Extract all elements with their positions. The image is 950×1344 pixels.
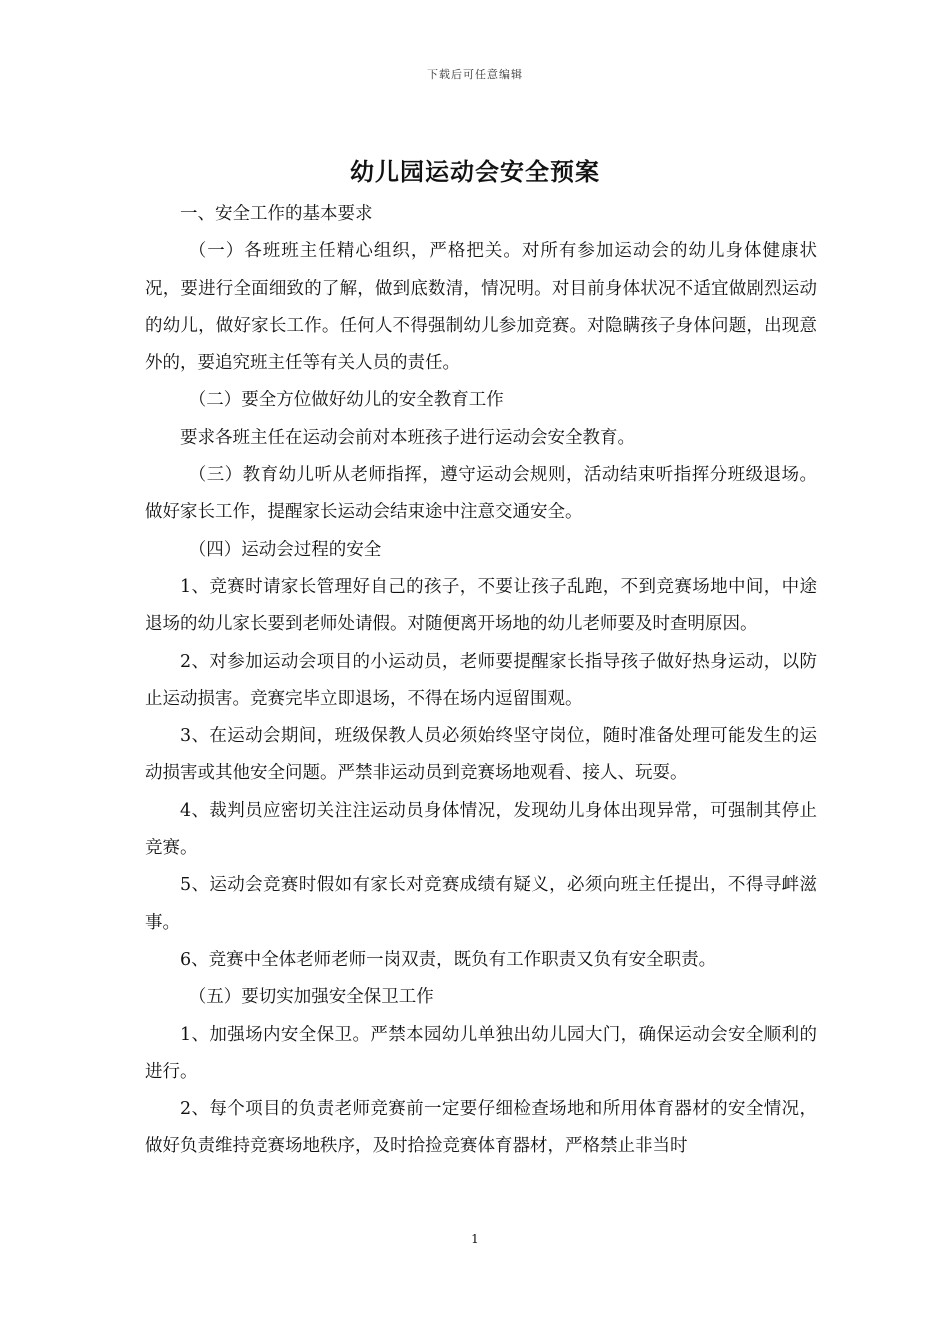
paragraph: 4、裁判员应密切关注注运动员身体情况，发现幼儿身体出现异常，可强制其停止竞赛。 — [145, 800, 817, 859]
subsection-heading: （二）要全方位做好幼儿的安全教育工作 — [188, 390, 504, 411]
paragraph: 1、竞赛时请家长管理好自己的孩子，不要让孩子乱跑，不到竞赛场地中间，中途退场的幼儿家长要到老师处请假。对随便离开场地的幼儿老师要及时查明原因。 — [145, 576, 817, 635]
document-body — [145, 196, 817, 1166]
document-title: 幼儿园运动会安全预案 — [350, 157, 600, 186]
paragraph: 3、在运动会期间，班级保教人员必须始终坚守岗位，随时准备处理可能发生的运动损害或其他安全问题。严禁非运动员到竞赛场地观看、接人、玩耍。 — [145, 726, 817, 784]
paragraph: （一）各班班主任精心组织，严格把关。对所有参加运动会的幼儿身体健康状况，要进行全面细致的了解，做到底数清，情况明。对目前身体状况不适宜做剧烈运动的幼儿，做好家长工作。任何人不得强制幼儿参加竞赛。对隐瞒孩子身体问题，出现意外的，要追究班主任等有关人员的责任。 — [145, 241, 817, 374]
paragraph: 6、竞赛中全体老师老师一岗双责，既负有工作职责又负有安全职责。 — [180, 949, 717, 970]
paragraph: 5、运动会竞赛时假如有家长对竞赛成绩有疑义，必须向班主任提出，不得寻衅滋事。 — [145, 875, 817, 933]
paragraph: 1、加强场内安全保卫。严禁本园幼儿单独出幼儿园大门，确保运动会安全顺利的进行。 — [145, 1024, 817, 1082]
subsection-heading: （四）运动会过程的安全 — [188, 539, 382, 560]
subsection-heading: （五）要切实加强安全保卫工作 — [188, 987, 434, 1008]
paragraph: 2、每个项目的负责老师竞赛前一定要仔细检查场地和所用体育器材的安全情况，做好负责维持竞赛场地秩序，及时拾捡竞赛体育器材，严格禁止非当时 — [145, 1099, 817, 1157]
page-number: 1 — [471, 1232, 479, 1246]
section-heading: 一、安全工作的基本要求 — [180, 204, 373, 224]
header-note: 下载后可任意编辑 — [427, 68, 523, 81]
paragraph: （三）教育幼儿听从老师指挥，遵守运动会规则，活动结束听指挥分班级退场。做好家长工作，提醒家长运动会结束途中注意交通安全。 — [145, 465, 817, 523]
paragraph: 2、对参加运动会项目的小运动员，老师要提醒家长指导孩子做好热身运动，以防止运动损害。竞赛完毕立即退场，不得在场内逗留围观。 — [145, 651, 817, 709]
paragraph: 要求各班主任在运动会前对本班孩子进行运动会安全教育。 — [180, 427, 635, 448]
